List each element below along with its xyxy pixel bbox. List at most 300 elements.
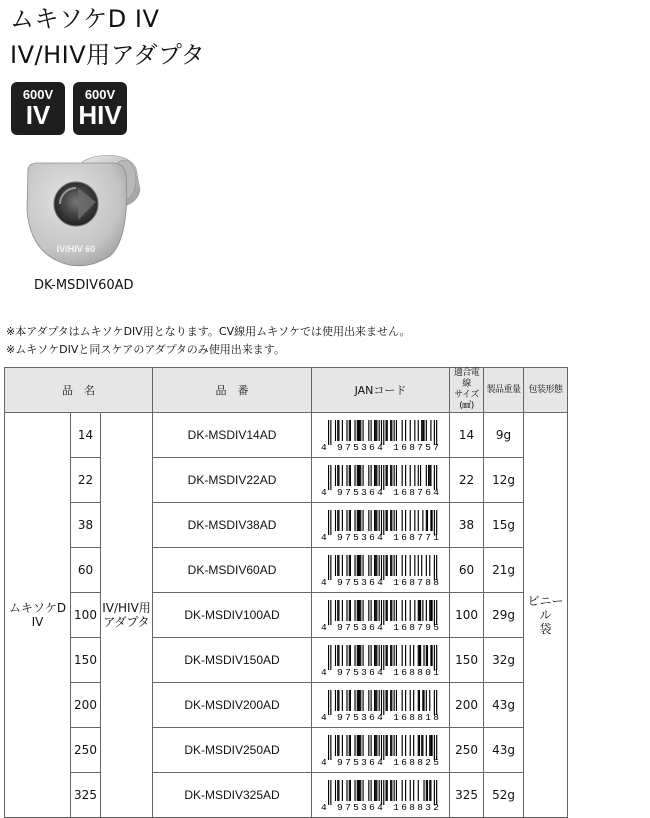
- barcode-bar: [354, 645, 355, 666]
- name-main-line2: IV: [31, 615, 44, 629]
- barcode-bar: [368, 555, 369, 576]
- barcode-bar: [348, 555, 349, 576]
- barcode-bar: [413, 735, 414, 756]
- barcode-bar: [378, 645, 379, 666]
- barcode-bar: [349, 510, 350, 531]
- cell-part-number: DK-MSDIV14AD: [153, 413, 312, 458]
- barcode-bar: [421, 735, 422, 756]
- barcode-bar: [393, 600, 394, 621]
- barcode-bar: [341, 555, 342, 576]
- barcode-bar: [374, 645, 375, 666]
- cell-jan: [312, 413, 450, 458]
- barcode-bar: [431, 735, 432, 756]
- table-row: [5, 413, 568, 458]
- barcode-bar: [423, 645, 424, 666]
- barcode-bar: [346, 690, 347, 711]
- barcode-bar: [418, 690, 419, 711]
- barcode-bar: [337, 600, 338, 621]
- barcode-bar: [422, 735, 423, 756]
- barcode-bar: [375, 690, 376, 711]
- table-row: [5, 503, 568, 548]
- barcode-bar: [391, 600, 392, 621]
- barcode-bar: [346, 780, 347, 801]
- cell-size: 14: [450, 413, 484, 458]
- barcode-bar: [386, 465, 387, 486]
- barcode-bar: [370, 780, 371, 801]
- cell-weight: 9g: [484, 413, 524, 458]
- barcode-bar: [391, 465, 392, 486]
- barcode-bar: [430, 465, 431, 486]
- barcode-bar: [385, 645, 386, 666]
- barcode-bar: [359, 510, 360, 531]
- barcode-bar: [349, 690, 350, 711]
- jan-code-text: 4 975364 168818: [320, 712, 439, 722]
- barcode-bar: [360, 465, 361, 486]
- barcode-bar: [354, 465, 355, 486]
- barcode-bar: [418, 735, 419, 756]
- barcode-bar: [376, 465, 377, 486]
- jan-code-text: 4 975364 168825: [320, 757, 439, 767]
- barcode-bar: [370, 645, 371, 666]
- barcode-bar: [341, 510, 342, 531]
- barcode-bar: [338, 645, 339, 666]
- barcode-bar: [375, 735, 376, 756]
- barcode-bar: [348, 735, 349, 756]
- barcode-bar: [341, 645, 342, 666]
- barcode-bar: [378, 735, 379, 756]
- barcode-bar: [338, 690, 339, 711]
- barcode-bar: [417, 645, 418, 666]
- barcode-bar: [429, 690, 430, 711]
- cell-name-size: 100: [71, 593, 101, 638]
- barcode-bar: [357, 645, 358, 666]
- barcode-bar: [421, 420, 422, 441]
- voltage-badge-iv: [11, 82, 65, 135]
- barcode-bar: [357, 510, 358, 531]
- barcode-bar: [378, 420, 379, 441]
- note-1: ※本アダプタはムキソケDIV用となります。CV線用ムキソケでは使用出来ません。: [6, 325, 411, 338]
- barcode-bar: [359, 690, 360, 711]
- barcode-bar: [401, 555, 402, 576]
- barcode-bar: [337, 690, 338, 711]
- barcode-bar: [357, 420, 358, 441]
- barcode-bar: [356, 555, 357, 576]
- barcode-bar: [428, 465, 429, 486]
- barcode-bar: [425, 510, 426, 531]
- barcode-bar: [391, 780, 392, 801]
- barcode-bar: [409, 780, 410, 801]
- barcode-bar: [368, 600, 369, 621]
- name-sub-line1: IV/HIV用: [102, 601, 151, 615]
- badge-voltage: 600V: [22, 87, 54, 102]
- barcode-bar: [346, 465, 347, 486]
- spec-table: [4, 367, 568, 818]
- barcode-bar: [370, 555, 371, 576]
- name-main-line1: ムキソケD: [8, 601, 67, 615]
- barcode-bar: [375, 510, 376, 531]
- barcode-bar: [376, 510, 377, 531]
- barcode-bar: [395, 555, 396, 576]
- barcode-bar: [418, 645, 419, 666]
- barcode-bar: [425, 420, 426, 441]
- barcode-bar: [401, 420, 402, 441]
- barcode-bar: [401, 600, 402, 621]
- barcode-bar: [359, 555, 360, 576]
- barcode-bar: [370, 465, 371, 486]
- barcode-bar: [386, 420, 387, 441]
- barcode-bar: [401, 465, 402, 486]
- barcode-bar: [429, 780, 430, 801]
- barcode-bar: [395, 690, 396, 711]
- barcode-bar: [425, 465, 426, 486]
- barcode-bar: [348, 600, 349, 621]
- jan-code-text: 4 975364 168764: [320, 487, 439, 497]
- barcode-bar: [395, 600, 396, 621]
- barcode-bar: [414, 420, 415, 441]
- barcode-bar: [386, 735, 387, 756]
- jan-code-text: 4 975364 168795: [320, 622, 439, 632]
- barcode-bar: [374, 690, 375, 711]
- barcode-bar: [337, 735, 338, 756]
- barcode-bar: [429, 465, 430, 486]
- barcode-bar: [346, 735, 347, 756]
- barcode-bar: [362, 690, 363, 711]
- jan-barcode: [320, 418, 442, 452]
- jan-barcode: [320, 688, 442, 722]
- barcode-bar: [385, 510, 386, 531]
- package-line1: ビニール: [527, 594, 564, 622]
- barcode-bar: [414, 555, 415, 576]
- barcode-bar: [359, 645, 360, 666]
- cell-name-size: 38: [71, 503, 101, 548]
- header-name: 品 名: [5, 368, 153, 413]
- barcode-bar: [430, 780, 431, 801]
- barcode-bar: [334, 780, 335, 801]
- cell-jan: [312, 548, 450, 593]
- table-row: [5, 683, 568, 728]
- product-engraving: IV/HIV 60: [56, 244, 96, 254]
- barcode-bar: [401, 735, 402, 756]
- barcode-bar: [334, 690, 335, 711]
- barcode-bar: [425, 780, 426, 801]
- barcode-bar: [375, 420, 376, 441]
- barcode-bar: [378, 510, 379, 531]
- barcode-bar: [338, 465, 339, 486]
- barcode-bar: [376, 780, 377, 801]
- cell-name-size: 22: [71, 458, 101, 503]
- cell-name-size: 14: [71, 413, 101, 458]
- barcode-bar: [426, 510, 427, 531]
- barcode-bar: [378, 600, 379, 621]
- barcode-bar: [386, 690, 387, 711]
- barcode-bar: [362, 600, 363, 621]
- barcode-bar: [420, 465, 421, 486]
- barcode-bar: [368, 420, 369, 441]
- barcode-bar: [348, 510, 349, 531]
- jan-barcode: [320, 598, 442, 632]
- barcode-bar: [393, 555, 394, 576]
- barcode-bar: [409, 510, 410, 531]
- jan-barcode: [320, 553, 442, 587]
- barcode-bar: [401, 780, 402, 801]
- cell-name-main: [5, 413, 71, 818]
- header-part: 品 番: [153, 368, 312, 413]
- barcode-bar: [405, 735, 406, 756]
- barcode-bar: [349, 600, 350, 621]
- barcode-bar: [360, 510, 361, 531]
- barcode-bar: [354, 600, 355, 621]
- barcode-bar: [357, 780, 358, 801]
- barcode-bar: [357, 555, 358, 576]
- table-row: [5, 728, 568, 773]
- table-row: [5, 593, 568, 638]
- barcode-bar: [409, 600, 410, 621]
- barcode-bar: [405, 600, 406, 621]
- barcode-bar: [349, 780, 350, 801]
- header-size-line2: サイズ(㎟): [454, 390, 479, 411]
- barcode-bar: [417, 465, 418, 486]
- barcode-bar: [337, 645, 338, 666]
- barcode-bar: [348, 420, 349, 441]
- barcode-bar: [362, 510, 363, 531]
- barcode-bar: [390, 690, 391, 711]
- barcode-bar: [362, 555, 363, 576]
- barcode-bar: [370, 420, 371, 441]
- table-row: [5, 548, 568, 593]
- barcode-bar: [341, 780, 342, 801]
- barcode-bar: [375, 465, 376, 486]
- cell-name-size: 250: [71, 728, 101, 773]
- cell-jan: [312, 638, 450, 683]
- cell-size: 60: [450, 548, 484, 593]
- barcode-bar: [356, 735, 357, 756]
- barcode-bar: [414, 465, 415, 486]
- barcode-bar: [375, 645, 376, 666]
- barcode-bar: [385, 735, 386, 756]
- barcode-bar: [349, 645, 350, 666]
- cell-weight: 21g: [484, 548, 524, 593]
- barcode-bar: [430, 645, 431, 666]
- barcode-bar: [393, 645, 394, 666]
- barcode-bar: [341, 600, 342, 621]
- barcode-bar: [417, 690, 418, 711]
- barcode-bar: [409, 735, 410, 756]
- barcode-bar: [362, 735, 363, 756]
- barcode-bar: [417, 510, 418, 531]
- barcode-bar: [359, 420, 360, 441]
- barcode-bar: [356, 600, 357, 621]
- header-size: [450, 368, 484, 413]
- barcode-bar: [349, 555, 350, 576]
- cell-name-size: 60: [71, 548, 101, 593]
- barcode-bar: [429, 555, 430, 576]
- barcode-bar: [362, 645, 363, 666]
- barcode-bar: [391, 690, 392, 711]
- cell-name-size: 150: [71, 638, 101, 683]
- cell-name-size: 200: [71, 683, 101, 728]
- barcode-bar: [370, 690, 371, 711]
- jan-code-text: 4 975364 168832: [320, 802, 439, 812]
- barcode-bar: [375, 555, 376, 576]
- barcode-bar: [334, 555, 335, 576]
- barcode-bar: [374, 420, 375, 441]
- barcode-bar: [357, 600, 358, 621]
- barcode-bar: [349, 420, 350, 441]
- barcode-bar: [368, 510, 369, 531]
- barcode-bar: [334, 735, 335, 756]
- header-package: 包装形態: [524, 368, 568, 413]
- barcode-bar: [378, 465, 379, 486]
- barcode-bar: [359, 780, 360, 801]
- barcode-bar: [430, 510, 431, 531]
- barcode-bar: [376, 735, 377, 756]
- barcode-bar: [374, 780, 375, 801]
- barcode-bar: [395, 510, 396, 531]
- barcode-bar: [349, 465, 350, 486]
- barcode-bar: [431, 600, 432, 621]
- barcode-bar: [385, 780, 386, 801]
- barcode-bar: [346, 555, 347, 576]
- barcode-bar: [357, 735, 358, 756]
- barcode-bar: [370, 735, 371, 756]
- package-line2: 袋: [539, 622, 552, 636]
- cell-package: [524, 413, 568, 818]
- barcode-bar: [395, 420, 396, 441]
- name-sub-line2: アダプタ: [103, 615, 150, 629]
- product-caption: DK-MSDIV60AD: [34, 278, 134, 293]
- cell-part-number: DK-MSDIV250AD: [153, 728, 312, 773]
- barcode-bar: [390, 600, 391, 621]
- barcode-bar: [417, 735, 418, 756]
- barcode-bar: [374, 465, 375, 486]
- barcode-bar: [368, 735, 369, 756]
- barcode-bar: [341, 465, 342, 486]
- barcode-bar: [354, 780, 355, 801]
- barcode-bar: [346, 645, 347, 666]
- barcode-bar: [337, 780, 338, 801]
- barcode-bar: [417, 780, 418, 801]
- barcode-bar: [390, 555, 391, 576]
- barcode-bar: [390, 465, 391, 486]
- barcode-bar: [390, 735, 391, 756]
- product-photo: [20, 150, 150, 272]
- barcode-bar: [357, 690, 358, 711]
- barcode-bar: [348, 690, 349, 711]
- barcode-bar: [405, 780, 406, 801]
- barcode-bar: [359, 735, 360, 756]
- barcode-bar: [378, 690, 379, 711]
- barcode-bar: [337, 510, 338, 531]
- barcode-bar: [420, 600, 421, 621]
- barcode-bar: [346, 510, 347, 531]
- barcode-bar: [405, 645, 406, 666]
- barcode-bar: [362, 420, 363, 441]
- barcode-bar: [393, 510, 394, 531]
- barcode-bar: [409, 690, 410, 711]
- barcode-bar: [430, 735, 431, 756]
- page-title: ムキソケD IV: [10, 5, 160, 33]
- barcode-bar: [359, 600, 360, 621]
- barcode-bar: [346, 420, 347, 441]
- cell-size: 150: [450, 638, 484, 683]
- header-jan: JANコード: [312, 368, 450, 413]
- barcode-bar: [393, 735, 394, 756]
- barcode-bar: [422, 510, 423, 531]
- barcode-bar: [334, 600, 335, 621]
- barcode-bar: [409, 420, 410, 441]
- cell-weight: 32g: [484, 638, 524, 683]
- cell-size: 22: [450, 458, 484, 503]
- badge-kind: HIV: [78, 100, 122, 130]
- barcode-bar: [401, 645, 402, 666]
- cell-jan: [312, 458, 450, 503]
- barcode-bar: [360, 735, 361, 756]
- barcode-bar: [346, 600, 347, 621]
- barcode-bar: [337, 465, 338, 486]
- barcode-bar: [391, 645, 392, 666]
- barcode-bar: [430, 420, 431, 441]
- barcode-bar: [338, 510, 339, 531]
- barcode-bar: [426, 780, 427, 801]
- cell-part-number: DK-MSDIV200AD: [153, 683, 312, 728]
- barcode-bar: [334, 510, 335, 531]
- barcode-bar: [354, 510, 355, 531]
- cell-name-sub: [101, 413, 153, 818]
- barcode-bar: [357, 465, 358, 486]
- badge-voltage: 600V: [84, 87, 116, 102]
- barcode-bar: [425, 735, 426, 756]
- jan-barcode: [320, 463, 442, 497]
- barcode-bar: [374, 555, 375, 576]
- table-row: [5, 638, 568, 683]
- barcode-bar: [338, 600, 339, 621]
- barcode-bar: [430, 600, 431, 621]
- barcode-bar: [360, 645, 361, 666]
- barcode-bar: [337, 420, 338, 441]
- cell-weight: 29g: [484, 593, 524, 638]
- cell-jan: [312, 773, 450, 818]
- barcode-bar: [354, 690, 355, 711]
- barcode-bar: [409, 465, 410, 486]
- cell-part-number: DK-MSDIV325AD: [153, 773, 312, 818]
- cell-weight: 12g: [484, 458, 524, 503]
- barcode-bar: [375, 600, 376, 621]
- barcode-bar: [386, 780, 387, 801]
- barcode-bar: [378, 780, 379, 801]
- header-size-line1: 適合電線: [453, 368, 480, 389]
- barcode-bar: [385, 600, 386, 621]
- table-header-row: [5, 368, 568, 413]
- barcode-bar: [391, 510, 392, 531]
- barcode-bar: [393, 690, 394, 711]
- cell-part-number: DK-MSDIV22AD: [153, 458, 312, 503]
- barcode-bar: [354, 555, 355, 576]
- barcode-bar: [385, 420, 386, 441]
- cell-part-number: DK-MSDIV100AD: [153, 593, 312, 638]
- barcode-bar: [376, 600, 377, 621]
- barcode-bar: [374, 735, 375, 756]
- barcode-bar: [417, 600, 418, 621]
- barcode-bar: [422, 600, 423, 621]
- barcode-bar: [360, 420, 361, 441]
- barcode-bar: [423, 690, 424, 711]
- barcode-bar: [409, 645, 410, 666]
- table-row: [5, 773, 568, 818]
- barcode-bar: [385, 465, 386, 486]
- barcode-bar: [354, 420, 355, 441]
- cell-size: 325: [450, 773, 484, 818]
- barcode-bar: [349, 735, 350, 756]
